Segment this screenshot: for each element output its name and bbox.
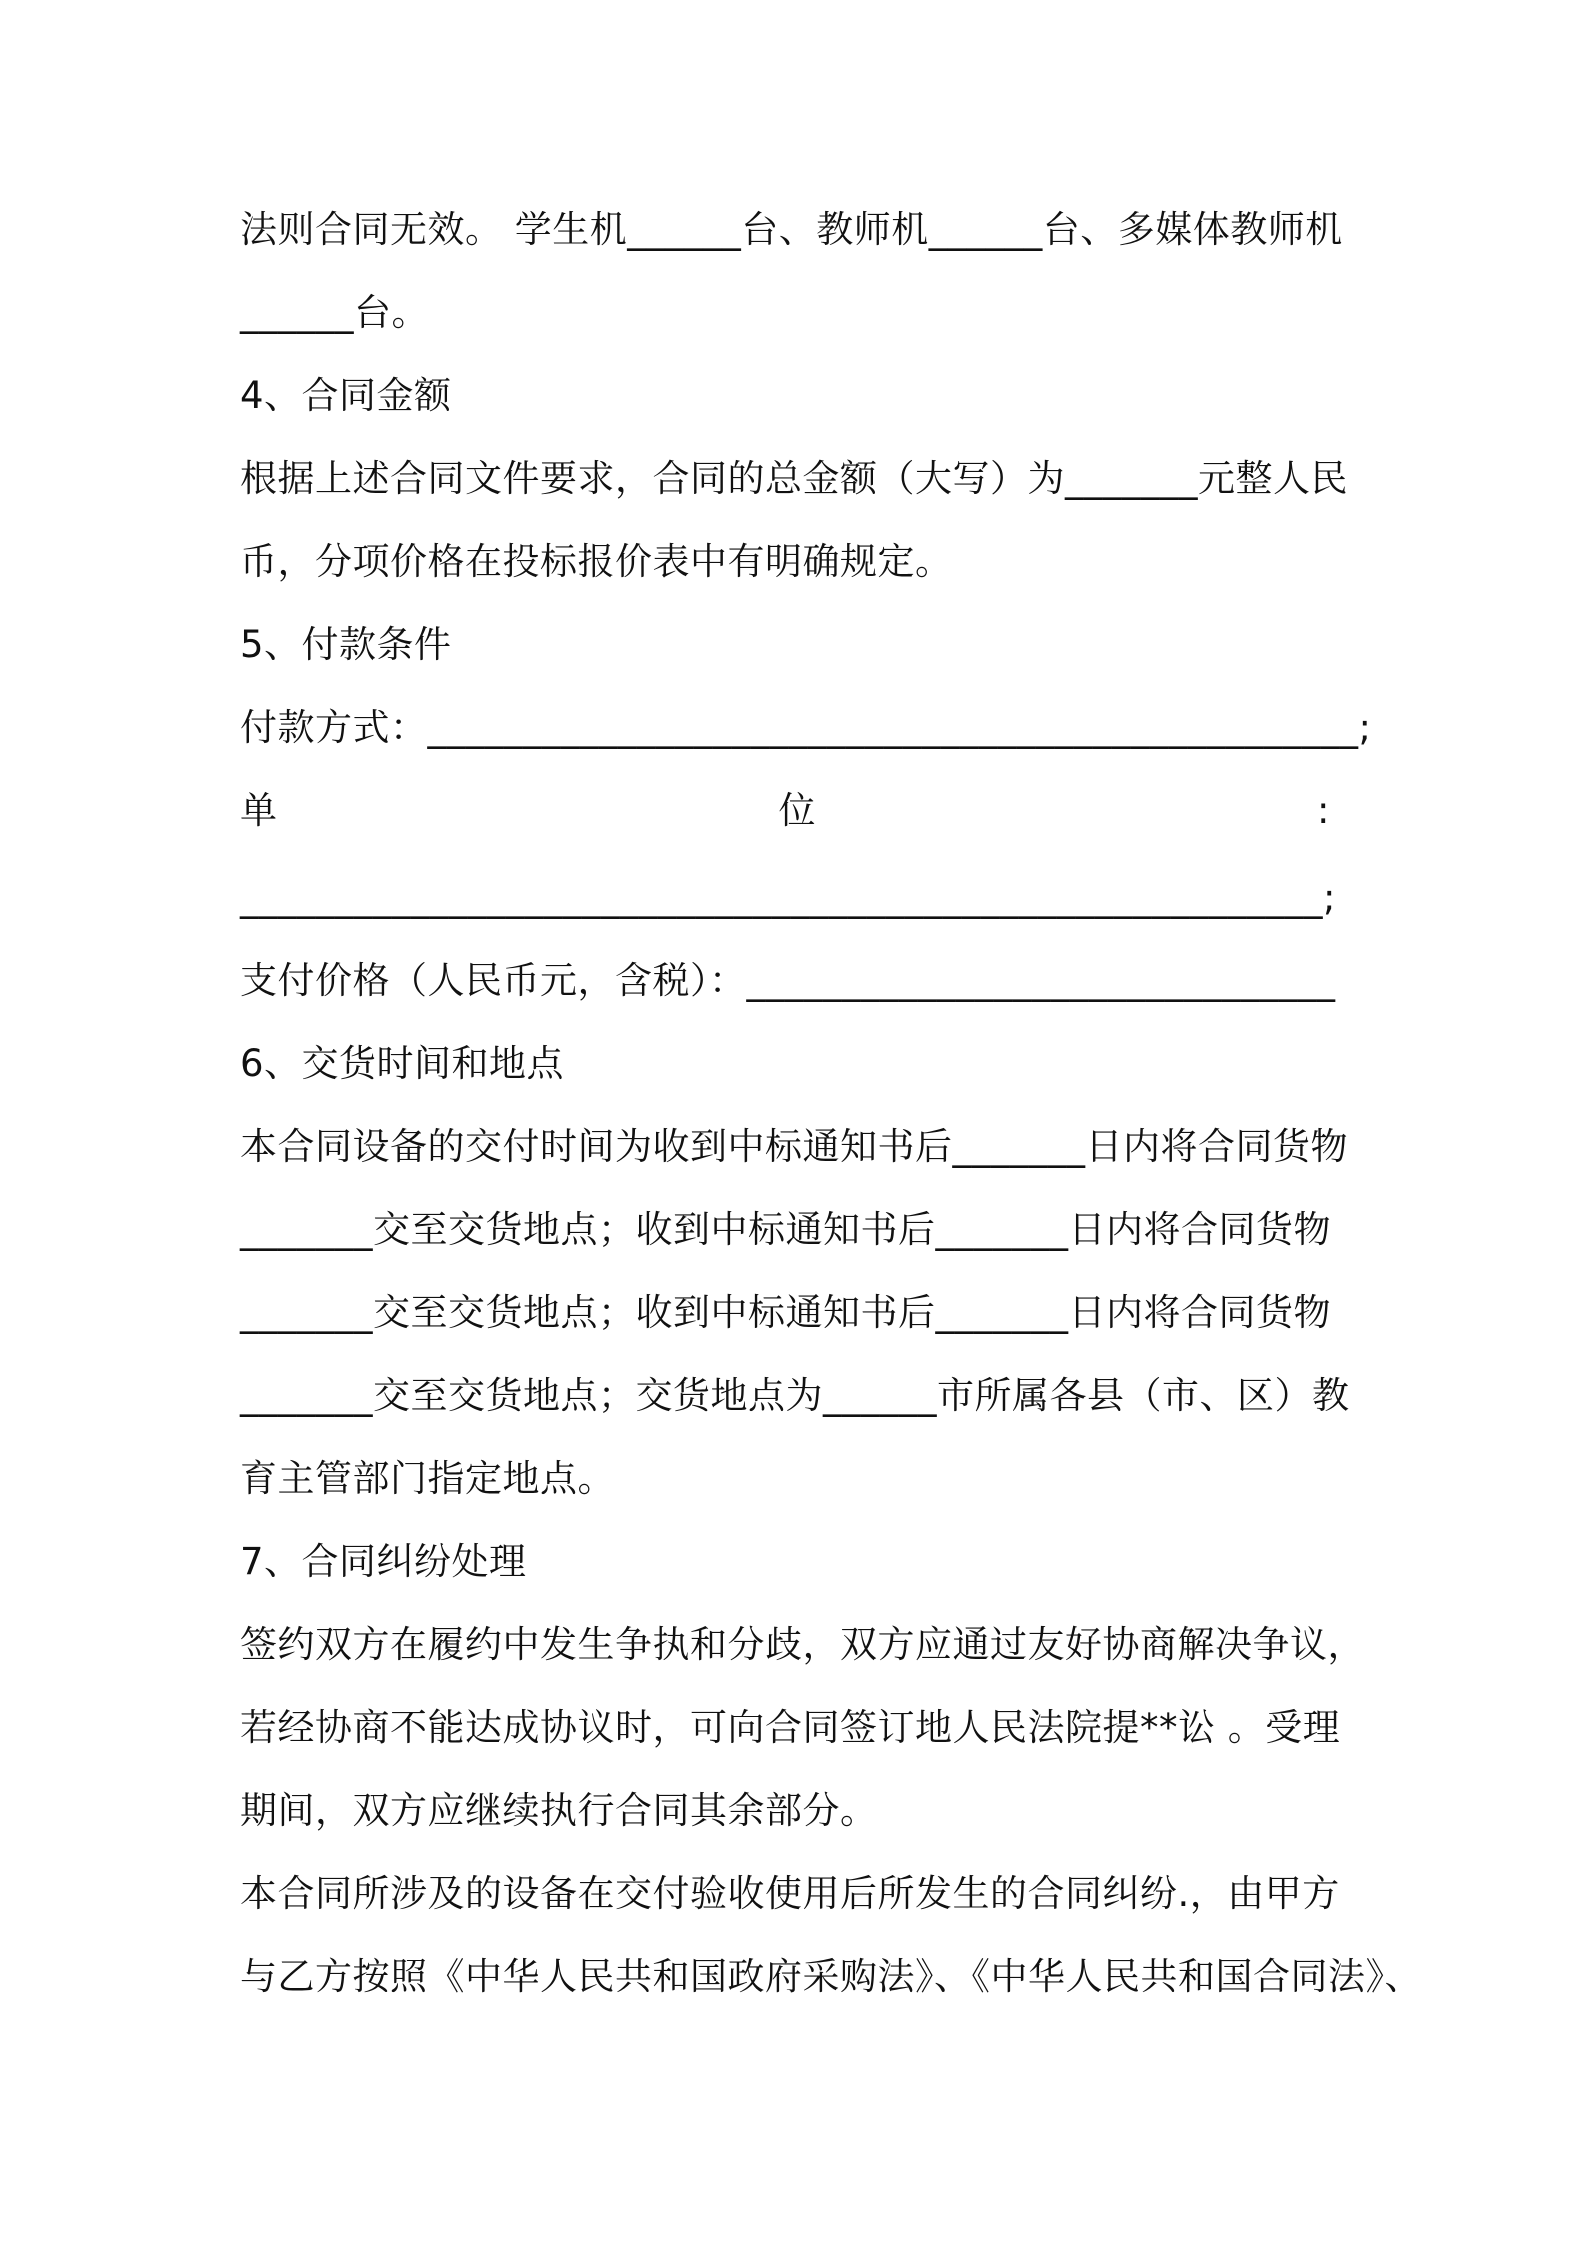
text-line-14: _______交至交货地点；收到中标通知书后_______日内将合同货物 (240, 1291, 1331, 1334)
unit-label-middle: 位 (778, 789, 817, 832)
text-line-15: _______交至交货地点；交货地点为______市所属各县（市、区）教 (240, 1374, 1350, 1417)
text-line-19: 若经协商不能达成协议时，可向合同签订地人民法院提**讼 。受理 (240, 1706, 1341, 1749)
text-line-22: 与乙方按照《中华人民共和国政府采购法》、《中华人民共和国合同法》、 (240, 1955, 1422, 1998)
section-heading-delivery: 6、交货时间和地点 (240, 1042, 565, 1085)
text-line-16: 育主管部门指定地点。 (240, 1457, 615, 1500)
unit-label-colon: : (1317, 789, 1330, 832)
section-heading-contract-amount: 4、合同金额 (240, 374, 452, 417)
payment-method-line: 付款方式：_________________________________________________; (240, 706, 1372, 749)
text-line-13: _______交至交货地点；收到中标通知书后_______日内将合同货物 (240, 1208, 1331, 1251)
text-line-21: 本合同所涉及的设备在交付验收使用后所发生的合同纠纷.，由甲方 (240, 1872, 1340, 1915)
unit-label-left: 单 (240, 789, 278, 832)
text-line-18: 签约双方在履约中发生争执和分歧，双方应通过友好协商解决争议， (240, 1623, 1365, 1666)
text-line-4: 根据上述合同文件要求，合同的总金额（大写）为_______元整人民 (240, 457, 1348, 500)
text-line-20: 期间，双方应继续执行合同其余部分。 (240, 1789, 878, 1832)
text-line-1: 法则合同无效。 学生机______台、教师机______台、多媒体教师机 (240, 208, 1343, 251)
text-line-12: 本合同设备的交付时间为收到中标通知书后_______日内将合同货物 (240, 1125, 1348, 1168)
payment-price-line: 支付价格（人民币元，含税）：_______________________________ (240, 959, 1336, 1002)
unit-blank-line: _________________________________________________________; (240, 876, 1336, 919)
text-line-2: ______台。 (240, 291, 429, 334)
text-line-5: 币，分项价格在投标报价表中有明确规定。 (240, 540, 953, 583)
section-heading-dispute: 7、合同纠纷处理 (240, 1540, 527, 1583)
section-heading-payment-terms: 5、付款条件 (240, 623, 452, 666)
unit-label-line (240, 781, 1330, 841)
